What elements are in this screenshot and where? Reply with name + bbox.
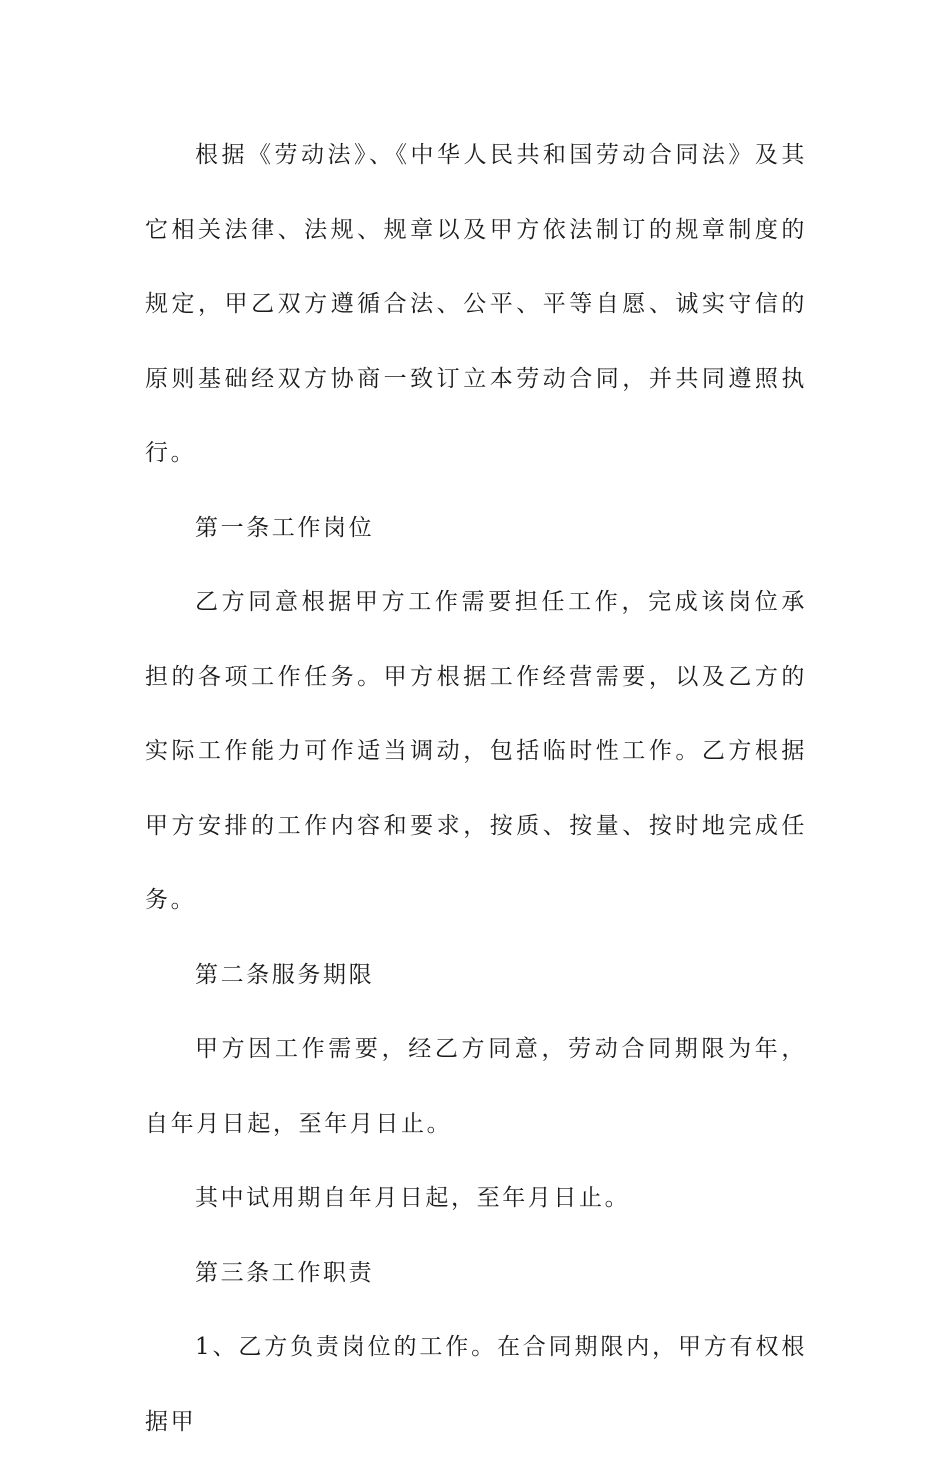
paragraph-probation: 其中试用期自年月日起，至年月日止。 bbox=[195, 1185, 631, 1211]
document-body bbox=[145, 118, 807, 1459]
heading-article-3: 第三条工作职责 bbox=[195, 1259, 375, 1286]
paragraph-preamble: 根据《劳动法》、《中华人民共和国劳动合同法》及其它相关法律、法规、规章以及甲方依法制订的规章制度的规定，甲乙双方遵循合法、公平、平等自愿、诚实守信的原则基础经双方协商一致订立本劳动合同，并共同遵照执行。 bbox=[145, 142, 807, 466]
paragraph-duty-1: 1、乙方负责岗位的工作。在合同期限内，甲方有权根据甲 bbox=[145, 1334, 807, 1435]
paragraph-term: 甲方因工作需要，经乙方同意，劳动合同期限为年，自年月日起，至年月日止。 bbox=[145, 1036, 807, 1137]
paragraph-article-1: 乙方同意根据甲方工作需要担任工作，完成该岗位承担的各项工作任务。甲方根据工作经营需要，以及乙方的实际工作能力可作适当调动，包括临时性工作。乙方根据甲方安排的工作内容和要求，按质、按量、按时地完成任务。 bbox=[145, 589, 807, 913]
heading-article-1: 第一条工作岗位 bbox=[195, 514, 375, 541]
heading-article-2: 第二条服务期限 bbox=[195, 961, 375, 988]
